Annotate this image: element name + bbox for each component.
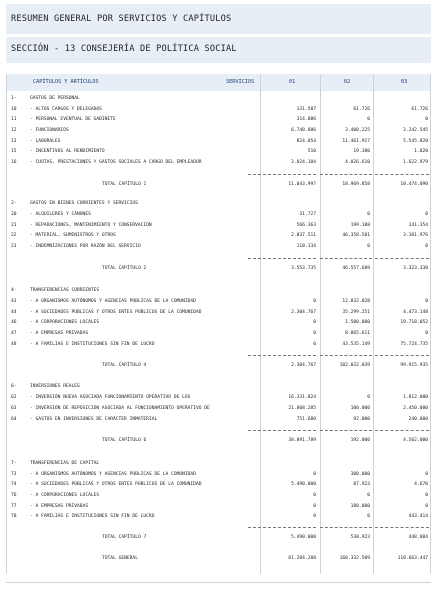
table-row bbox=[6, 502, 431, 512]
value-col-02: 87.923 bbox=[353, 482, 370, 487]
value-col-02: 12.832.028 bbox=[342, 299, 370, 304]
row-code: 78 bbox=[11, 514, 17, 519]
table-row bbox=[6, 329, 431, 339]
value-col-03: 3.242.545 bbox=[403, 128, 428, 133]
value-col-01: 5.490.000 bbox=[291, 535, 316, 540]
row-code: 10 bbox=[11, 107, 17, 112]
value-col-03: 99.915.935 bbox=[400, 363, 428, 368]
value-col-01: 118.134 bbox=[296, 244, 316, 249]
row-description: GASTOS EN BIENES CORRIENTES Y SERVICIOS bbox=[30, 201, 138, 206]
chapter-heading-row bbox=[6, 94, 431, 104]
value-col-03: 0 bbox=[425, 299, 428, 304]
subtotal-dashed-rule bbox=[248, 355, 316, 356]
value-col-02: 102.032.039 bbox=[339, 363, 370, 368]
chapter-heading-row bbox=[6, 382, 431, 392]
subtotal-dashed-rule bbox=[320, 258, 372, 259]
value-col-01: 131.507 bbox=[296, 107, 316, 112]
subtotal-dashed-rule bbox=[320, 355, 372, 356]
chapter-total-row bbox=[6, 361, 431, 371]
budget-table bbox=[6, 74, 431, 574]
value-col-01: 0 bbox=[313, 331, 316, 336]
row-code: 46 bbox=[11, 320, 17, 325]
table-row bbox=[6, 126, 431, 136]
value-col-03: 4.670 bbox=[414, 482, 428, 487]
subtotal-dashed-rule bbox=[320, 174, 372, 175]
value-col-03: 240.000 bbox=[408, 417, 428, 422]
subtotal-dashed-rule bbox=[375, 527, 429, 528]
table-row bbox=[6, 115, 431, 125]
value-col-03: 75.724.735 bbox=[400, 342, 428, 347]
value-col-03: 0 bbox=[425, 212, 428, 217]
row-code: 15 bbox=[11, 149, 17, 154]
value-col-02: 43.535.149 bbox=[342, 342, 370, 347]
header-col-03: 03 bbox=[401, 79, 408, 85]
column-header-row bbox=[6, 74, 431, 91]
value-col-01: 3.024.104 bbox=[291, 160, 316, 165]
table-row bbox=[6, 393, 431, 403]
row-code: 23 bbox=[11, 244, 17, 249]
value-col-01: 3.553.735 bbox=[291, 266, 316, 271]
row-code: 22 bbox=[11, 233, 17, 238]
header-servicios: SERVICIOS bbox=[226, 79, 255, 85]
value-col-03: 0 bbox=[425, 493, 428, 498]
value-col-03: 443.414 bbox=[408, 514, 428, 519]
row-code: 64 bbox=[11, 417, 17, 422]
grand-total-row bbox=[6, 554, 431, 564]
value-col-02: 168.332.509 bbox=[339, 556, 370, 561]
chapter-heading-row bbox=[6, 199, 431, 209]
value-col-01: 2.837.511 bbox=[291, 233, 316, 238]
table-row bbox=[6, 470, 431, 480]
value-col-01: 0 bbox=[313, 320, 316, 325]
table-row bbox=[6, 137, 431, 147]
value-col-03: 1.020 bbox=[414, 149, 428, 154]
table-row bbox=[6, 480, 431, 490]
value-col-01: 31.727 bbox=[299, 212, 316, 217]
row-description: - FUNCIONARIOS bbox=[30, 128, 69, 133]
row-code: 12 bbox=[11, 128, 17, 133]
row-description: INVERSIONES REALES bbox=[30, 384, 80, 389]
row-description: - INVERSIÓN NUEVA ASOCIADA FUNCIONAMIENTO OPERATIVO DE LOS bbox=[30, 395, 191, 400]
subtotal-dashed-rule bbox=[248, 527, 316, 528]
row-description: - A EMPRESAS PRIVADAS bbox=[30, 504, 89, 509]
row-code: 20 bbox=[11, 212, 17, 217]
value-col-02: 100.000 bbox=[350, 406, 370, 411]
row-code: 21 bbox=[11, 223, 17, 228]
value-col-02: 1.500.000 bbox=[345, 320, 370, 325]
table-row bbox=[6, 158, 431, 168]
value-col-02: 0 bbox=[367, 493, 370, 498]
value-col-02: 0 bbox=[367, 212, 370, 217]
row-code: 13 bbox=[11, 139, 17, 144]
value-col-01: 5.490.000 bbox=[291, 482, 316, 487]
total-label: TOTAL CAPÍTULO 1 bbox=[102, 182, 147, 187]
table-row bbox=[6, 210, 431, 220]
table-row bbox=[6, 404, 431, 414]
row-code: 63 bbox=[11, 406, 17, 411]
table-row bbox=[6, 221, 431, 231]
value-col-02: 8.865.611 bbox=[345, 331, 370, 336]
row-code: 62 bbox=[11, 395, 17, 400]
value-col-03: 4.502.000 bbox=[403, 438, 428, 443]
row-code: 4- bbox=[11, 288, 17, 293]
subtotal-dashed-rule bbox=[320, 430, 372, 431]
row-code: 16 bbox=[11, 160, 17, 165]
row-description: TRANSFERENCIAS DE CAPITAL bbox=[30, 461, 100, 466]
subtotal-dashed-rule bbox=[248, 174, 316, 175]
value-col-02: 19.380 bbox=[353, 149, 370, 154]
subtotal-dashed-rule bbox=[375, 174, 429, 175]
table-row bbox=[6, 512, 431, 522]
value-col-01: 510 bbox=[307, 149, 316, 154]
row-description: - INDEMNIZACIONES POR RAZÓN DEL SERVICIO bbox=[30, 244, 141, 249]
value-col-03: 3.181.976 bbox=[403, 233, 428, 238]
value-col-01: 21.808.285 bbox=[288, 406, 316, 411]
subtotal-dashed-rule bbox=[248, 258, 316, 259]
value-col-03: 1.622.979 bbox=[403, 160, 428, 165]
value-col-03: 0 bbox=[425, 331, 428, 336]
value-col-02: 46.557.689 bbox=[342, 266, 370, 271]
header-col-01: 01 bbox=[289, 79, 296, 85]
value-col-01: 751.680 bbox=[296, 417, 316, 422]
row-description: - A CORPORACIONES LOCALES bbox=[30, 320, 100, 325]
row-code: 73 bbox=[11, 472, 17, 477]
table-row bbox=[6, 308, 431, 318]
value-col-02: 0 bbox=[367, 117, 370, 122]
row-description: - A SOCIEDADES PÚBLICAS Y OTROS ENTES PÚBLICOS DE LA COMUNIDAD bbox=[30, 482, 202, 487]
section-title-bar bbox=[6, 37, 431, 63]
value-col-02: 35.299.251 bbox=[342, 310, 370, 315]
chapter-total-row bbox=[6, 180, 431, 190]
value-col-01: 0 bbox=[313, 493, 316, 498]
row-description: - ALTOS CARGOS Y DELEGADOS bbox=[30, 107, 102, 112]
table-row bbox=[6, 491, 431, 501]
subtotal-dashed-rule bbox=[375, 430, 429, 431]
value-col-02: 46.358.581 bbox=[342, 233, 370, 238]
row-description: - A FAMILIAS E INSTITUCIONES SIN FIN DE LUCRO bbox=[30, 342, 155, 347]
table-row bbox=[6, 318, 431, 328]
value-col-03: 118.663.447 bbox=[397, 556, 428, 561]
value-col-03: 2.450.000 bbox=[403, 406, 428, 411]
value-col-01: 0 bbox=[313, 514, 316, 519]
subtotal-dashed-rule bbox=[320, 527, 372, 528]
header-col-02: 02 bbox=[344, 79, 351, 85]
row-description: - A SOCIEDADES PÚBLICAS Y OTROS ENTES PÚBLICOS DE LA COMUNIDAD bbox=[30, 310, 202, 315]
row-code: 11 bbox=[11, 117, 17, 122]
value-col-02: 0 bbox=[367, 244, 370, 249]
value-col-01: 2.304.767 bbox=[291, 310, 316, 315]
total-label: TOTAL CAPÍTULO 7 bbox=[102, 535, 147, 540]
chapter-total-row bbox=[6, 436, 431, 446]
section-title: SECCIÓN - 13 CONSEJERÍA DE POLÍTICA SOCIAL bbox=[11, 44, 237, 54]
row-description: - A EMPRESAS PRIVADAS bbox=[30, 331, 89, 336]
row-code: 77 bbox=[11, 504, 17, 509]
value-col-01: 61.284.288 bbox=[288, 556, 316, 561]
row-code: 44 bbox=[11, 310, 17, 315]
value-col-02: 0 bbox=[367, 514, 370, 519]
value-col-02: 18.969.858 bbox=[342, 182, 370, 187]
row-description: - A CORPORACIONES LOCALES bbox=[30, 493, 100, 498]
row-code: 7- bbox=[11, 461, 17, 466]
row-description: - A ORGANISMOS AUTÓNOMOS Y AGENCIAS PÚBLICAS DE LA COMUNIDAD bbox=[30, 299, 196, 304]
row-code: 6- bbox=[11, 384, 17, 389]
value-col-02: 11.461.917 bbox=[342, 139, 370, 144]
value-col-03: 0 bbox=[425, 504, 428, 509]
value-col-02: 0 bbox=[367, 395, 370, 400]
value-col-03: 3.323.330 bbox=[403, 266, 428, 271]
value-col-01: 2.304.767 bbox=[291, 363, 316, 368]
value-col-03: 0 bbox=[425, 472, 428, 477]
row-code: 2- bbox=[11, 201, 17, 206]
value-col-02: 3.400.225 bbox=[345, 128, 370, 133]
row-description: - GASTOS EN INVERSIONES DE CARÁCTER INMATERIAL bbox=[30, 417, 158, 422]
value-col-02: 530.923 bbox=[350, 535, 370, 540]
value-col-01: 0 bbox=[313, 504, 316, 509]
row-description: - REPARACIONES, MANTENIMIENTO Y CONSERVACIÓN bbox=[30, 223, 152, 228]
value-col-03: 1.812.000 bbox=[403, 395, 428, 400]
value-col-02: 199.108 bbox=[350, 223, 370, 228]
header-capitulos-articulos: CAPÍTULOS Y ARTÍCULOS bbox=[33, 79, 99, 85]
row-code: 1- bbox=[11, 96, 17, 101]
row-code: 43 bbox=[11, 299, 17, 304]
row-description: - LABORALES bbox=[30, 139, 61, 144]
value-col-02: 180.000 bbox=[350, 504, 370, 509]
value-col-02: 92.000 bbox=[353, 417, 370, 422]
total-label: TOTAL CAPÍTULO 2 bbox=[102, 266, 147, 271]
table-row bbox=[6, 340, 431, 350]
row-code: 76 bbox=[11, 493, 17, 498]
report-title: RESUMEN GENERAL POR SERVICIOS Y CAPÍTULOS bbox=[11, 14, 232, 24]
value-col-03: 0 bbox=[425, 244, 428, 249]
value-col-03: 4.473.148 bbox=[403, 310, 428, 315]
value-col-03: 0 bbox=[425, 117, 428, 122]
row-description: GASTOS DE PERSONAL bbox=[30, 96, 80, 101]
row-code: 47 bbox=[11, 331, 17, 336]
value-col-01: 16.331.824 bbox=[288, 395, 316, 400]
value-col-01: 11.043.997 bbox=[288, 182, 316, 187]
value-col-03: 448.084 bbox=[408, 535, 428, 540]
table-row bbox=[6, 297, 431, 307]
row-code: 74 bbox=[11, 482, 17, 487]
row-code: 48 bbox=[11, 342, 17, 347]
row-description: - CUOTAS, PRESTACIONES Y GASTOS SOCIALES A CARGO DEL EMPLEADOR bbox=[30, 160, 202, 165]
chapter-heading-row bbox=[6, 286, 431, 296]
row-description: TRANSFERENCIAS CORRIENTES bbox=[30, 288, 100, 293]
total-label: TOTAL CAPÍTULO 6 bbox=[102, 438, 147, 443]
row-description: - INVERSIÓN DE REPOSICIÓN ASOCIADA AL FUNCIONAMIENTO OPERATIVO DE bbox=[30, 406, 210, 411]
total-label: TOTAL GENERAL bbox=[102, 556, 138, 561]
row-description: - A FAMILIAS E INSTITUCIONES SIN FIN DE LUCRO bbox=[30, 514, 155, 519]
value-col-03: 141.354 bbox=[408, 223, 428, 228]
row-description: - MATERIAL, SUMINISTROS Y OTROS bbox=[30, 233, 116, 238]
value-col-02: 300.000 bbox=[350, 472, 370, 477]
row-description: - ALQUILERES Y CÁNONES bbox=[30, 212, 91, 217]
table-row bbox=[6, 147, 431, 157]
value-col-03: 5.545.820 bbox=[403, 139, 428, 144]
table-row bbox=[6, 231, 431, 241]
subtotal-dashed-rule bbox=[375, 258, 429, 259]
table-row bbox=[6, 415, 431, 425]
row-description: - INCENTIVOS AL RENDIMIENTO bbox=[30, 149, 105, 154]
value-col-03: 19.718.052 bbox=[400, 320, 428, 325]
chapter-heading-row bbox=[6, 459, 431, 469]
subtotal-dashed-rule bbox=[375, 355, 429, 356]
value-col-02: 61.726 bbox=[353, 107, 370, 112]
row-description: - A ORGANISMOS AUTÓNOMOS Y AGENCIAS PÚBLICAS DE LA COMUNIDAD bbox=[30, 472, 196, 477]
table-row bbox=[6, 242, 431, 252]
value-col-01: 38.891.789 bbox=[288, 438, 316, 443]
table-bottom-rule bbox=[6, 582, 431, 583]
value-col-01: 0 bbox=[313, 342, 316, 347]
value-col-02: 4.026.610 bbox=[345, 160, 370, 165]
row-description: - PERSONAL EVENTUAL DE GABINETE bbox=[30, 117, 116, 122]
value-col-02: 192.000 bbox=[350, 438, 370, 443]
table-row bbox=[6, 105, 431, 115]
value-col-03: 10.474.090 bbox=[400, 182, 428, 187]
value-col-01: 6.748.886 bbox=[291, 128, 316, 133]
value-col-01: 824.054 bbox=[296, 139, 316, 144]
chapter-total-row bbox=[6, 533, 431, 543]
value-col-01: 566.363 bbox=[296, 223, 316, 228]
value-col-03: 61.726 bbox=[411, 107, 428, 112]
value-col-01: 0 bbox=[313, 299, 316, 304]
subtotal-dashed-rule bbox=[248, 430, 316, 431]
value-col-01: 0 bbox=[313, 472, 316, 477]
chapter-total-row bbox=[6, 264, 431, 274]
value-col-01: 314.886 bbox=[296, 117, 316, 122]
report-title-bar bbox=[6, 4, 431, 34]
total-label: TOTAL CAPÍTULO 4 bbox=[102, 363, 147, 368]
